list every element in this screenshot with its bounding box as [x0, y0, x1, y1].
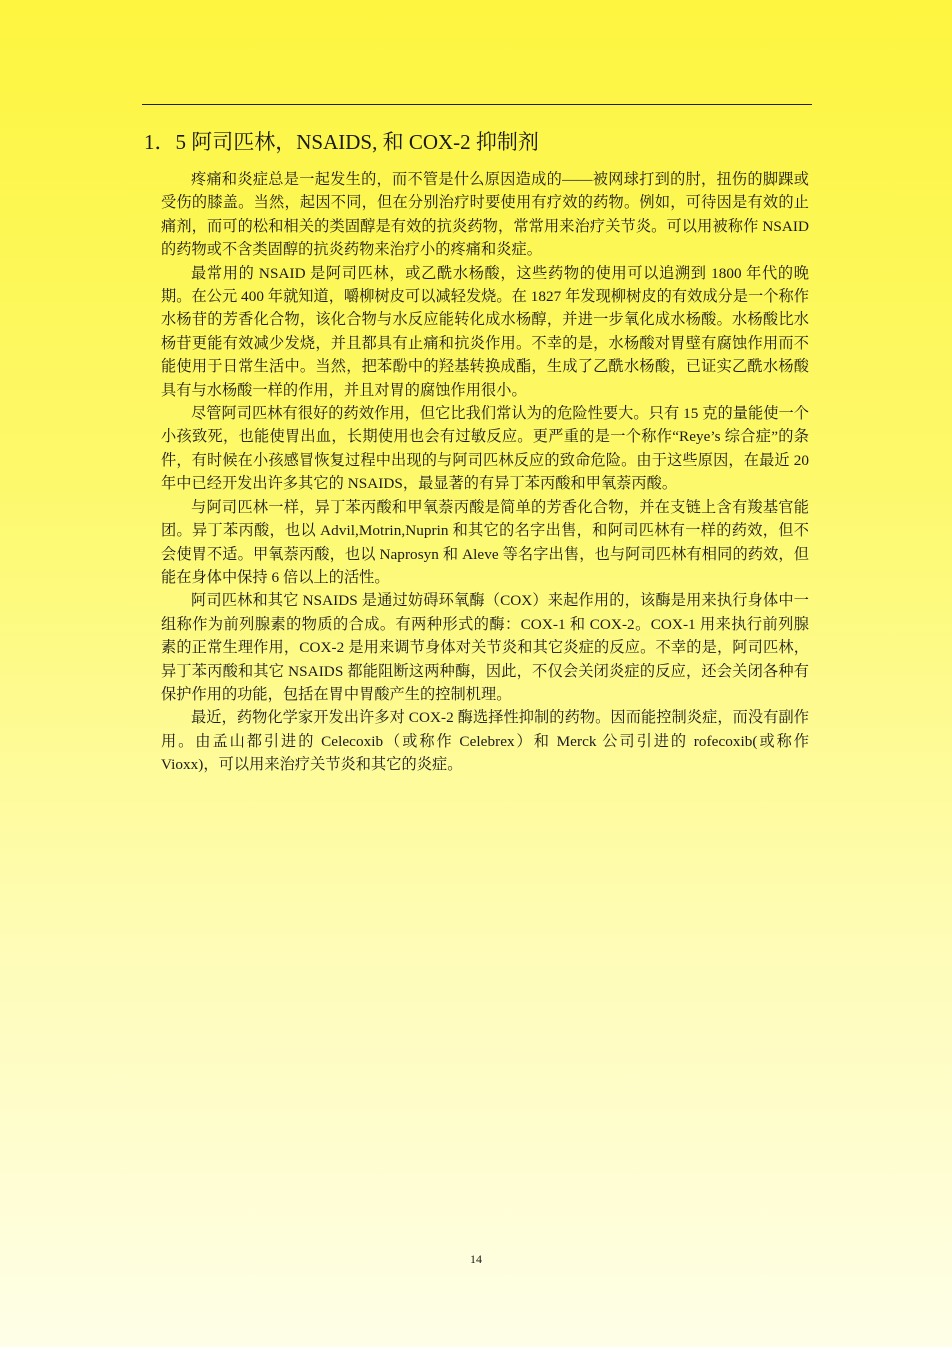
section-heading: 1．5 阿司匹林，NSAIDS, 和 COX-2 抑制剂 [144, 130, 539, 154]
paragraph-ibuprofen-naproxen: 与阿司匹林一样，异丁苯丙酸和甲氧萘丙酸是简单的芳香化合物，并在支链上含有羧基官能团。异丁苯丙酸，也以 Advil,Motrin,Nuprin 和其它的名字出售，和阿司匹林有一样的药效，但不会使胃不适。甲氧萘丙酸，也以 Naprosyn 和 Aleve 等名字出售，也与阿司匹林有相同的药效，但能在身体中保持 6 倍以上的活性。 [161, 498, 809, 586]
body-text [161, 168, 809, 777]
header-rule [142, 104, 812, 105]
paragraph-aspirin-risks: 尽管阿司匹林有很好的药效作用，但它比我们常认为的危险性要大。只有 15 克的量能使一个小孩致死，也能使胃出血，长期使用也会有过敏反应。更严重的是一个称作“Reye’s 综合症”的条件，有时候在小孩感冒恢复过程中出现的与阿司匹林反应的致命危险。由于这些原因，在最近 20 年中已经开发出许多其它的 NSAIDS，最显著的有异丁苯丙酸和甲氧萘丙酸。 [161, 405, 809, 493]
page-number: 14 [470, 1252, 482, 1266]
paragraph-aspirin-history: 最常用的 NSAID 是阿司匹林，或乙酰水杨酸，这些药物的使用可以追溯到 1800 年代的晚期。在公元 400 年就知道，嚼柳树皮可以减轻发烧。在 1827 年发现柳树皮的有效成分是一个称作水杨苷的芳香化合物，该化合物与水反应能转化成水杨醇，并进一步氧化成水杨酸。水杨酸比水杨苷更能有效减少发烧，并且都具有止痛和抗炎作用。不幸的是，水杨酸对胃壁有腐蚀作用而不能使用于日常生活中。当然，把苯酚中的羟基转换成酯，生成了乙酰水杨酸，已证实乙酰水杨酸具有与水杨酸一样的作用，并且对胃的腐蚀作用很小。 [161, 264, 809, 399]
paragraph-cox-enzymes: 阿司匹林和其它 NSAIDS 是通过妨碍环氧酶（COX）来起作用的，该酶是用来执行身体中一组称作为前列腺素的物质的合成。有两种形式的酶：COX-1 和 COX-2。COX-1 用来执行前列腺素的正常生理作用，COX-2 是用来调节身体对关节炎和其它炎症的反应。不幸的是，阿司匹林，异丁苯丙酸和其它 NSAIDS 都能阻断这两种酶，因此，不仅会关闭炎症的反应，还会关闭各种有保护作用的功能，包括在胃中胃酸产生的控制机理。 [161, 592, 809, 703]
paragraph-cox2-inhibitors: 最近，药物化学家开发出许多对 COX-2 酶选择性抑制的药物。因而能控制炎症，而没有副作用。由孟山都引进的 Celecoxib（或称作 Celebrex）和 Merck 公司引进的 rofecoxib(或称作 Vioxx)，可以用来治疗关节炎和其它的炎症。 [161, 709, 809, 774]
paragraph-pain-inflammation: 疼痛和炎症总是一起发生的，而不管是什么原因造成的——被网球打到的肘，扭伤的脚踝或受伤的膝盖。当然，起因不同，但在分别治疗时要使用有疗效的药物。例如，可待因是有效的止痛剂，而可的松和相关的类固醇是有效的抗炎药物，常常用来治疗关节炎。可以用被称作 NSAID 的药物或不含类固醇的抗炎药物来治疗小的疼痛和炎症。 [161, 171, 809, 259]
